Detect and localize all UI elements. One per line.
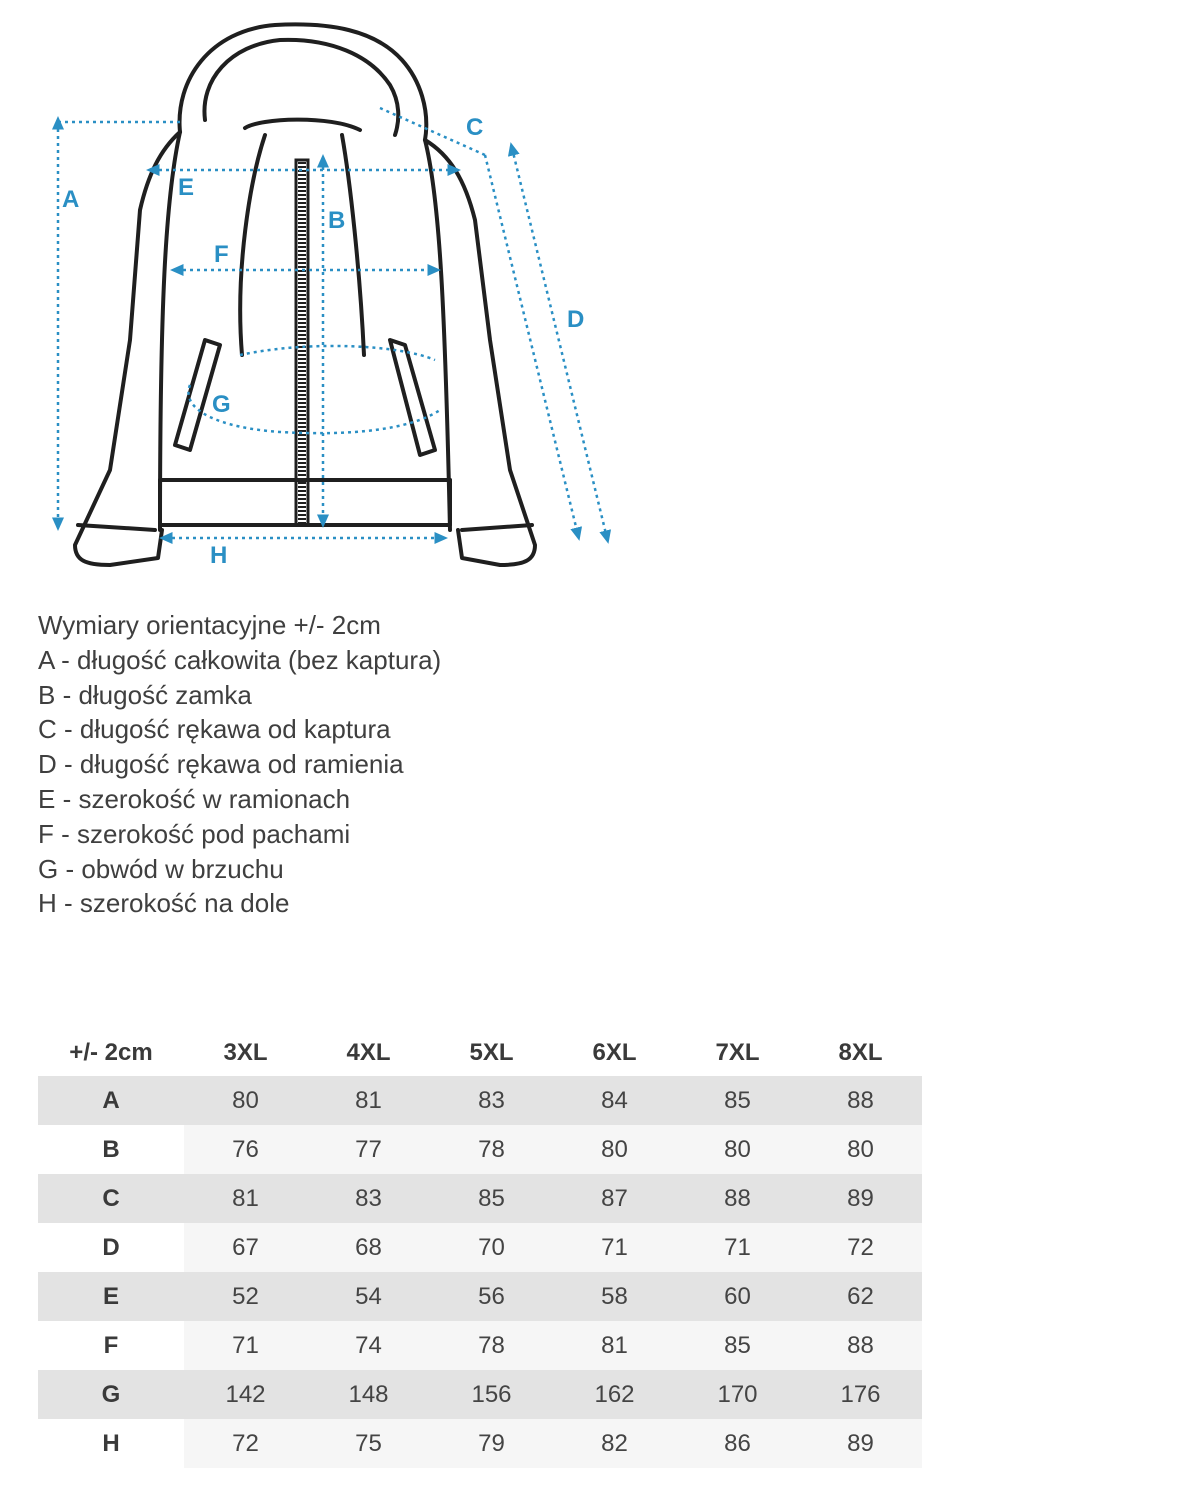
table-cell: 89 (799, 1419, 922, 1468)
label-b: B (328, 207, 346, 234)
size-header: 5XL (469, 1039, 514, 1066)
table-cell: 88 (799, 1321, 922, 1370)
table-cell: 81 (553, 1321, 676, 1370)
label-e: E (178, 174, 195, 201)
table-row (38, 1125, 922, 1174)
label-c: C (466, 114, 484, 141)
table-cell: 176 (799, 1370, 922, 1419)
size-header: 6XL (592, 1039, 637, 1066)
table-cell: 52 (184, 1272, 307, 1321)
table-cell: 79 (430, 1419, 553, 1468)
measurement-legend (38, 608, 441, 921)
table-cell: 87 (553, 1174, 676, 1223)
size-header: 8XL (838, 1039, 883, 1066)
table-cell: 170 (676, 1370, 799, 1419)
legend-item-a: A - długość całkowita (bez kaptura) (38, 644, 442, 675)
legend-item-f: F - szerokość pod pachami (38, 818, 351, 849)
table-row (38, 1272, 922, 1321)
row-label: D (38, 1223, 184, 1272)
label-d: D (567, 306, 585, 333)
measurement-lines (58, 108, 607, 538)
table-row (38, 1370, 922, 1419)
table-cell: 78 (430, 1125, 553, 1174)
table-cell: 56 (430, 1272, 553, 1321)
legend-item-b: B - długość zamka (38, 679, 252, 710)
table-cell: 60 (676, 1272, 799, 1321)
table-cell: 75 (307, 1419, 430, 1468)
table-row (38, 1223, 922, 1272)
table-cell: 85 (676, 1076, 799, 1125)
corner-header: +/- 2cm (69, 1039, 153, 1066)
label-a: A (62, 186, 80, 213)
table-cell: 81 (307, 1076, 430, 1125)
table-cell: 54 (307, 1272, 430, 1321)
table-cell: 85 (430, 1174, 553, 1223)
table-cell: 88 (676, 1174, 799, 1223)
table-cell: 71 (676, 1223, 799, 1272)
legend-item-e: E - szerokość w ramionach (38, 783, 351, 814)
table-cell: 77 (307, 1125, 430, 1174)
table-cell: 80 (676, 1125, 799, 1174)
label-g: G (212, 391, 231, 418)
table-cell: 76 (184, 1125, 307, 1174)
row-label: G (38, 1370, 184, 1419)
zipper (296, 160, 308, 525)
legend-item-c: C - długość rękawa od kaptura (38, 714, 391, 745)
size-header: 3XL (223, 1039, 268, 1066)
table-cell: 72 (184, 1419, 307, 1468)
table-cell: 74 (307, 1321, 430, 1370)
table-cell: 70 (430, 1223, 553, 1272)
table-cell: 162 (553, 1370, 676, 1419)
size-header: 4XL (346, 1039, 391, 1066)
legend-item-d: D - długość rękawa od ramienia (38, 749, 404, 780)
table-cell: 88 (799, 1076, 922, 1125)
row-label: A (38, 1076, 184, 1125)
size-header: 7XL (715, 1039, 760, 1066)
table-cell: 80 (184, 1076, 307, 1125)
row-label: H (38, 1419, 184, 1468)
label-f: F (214, 241, 229, 268)
table-cell: 71 (184, 1321, 307, 1370)
table-cell: 71 (553, 1223, 676, 1272)
table-cell: 58 (553, 1272, 676, 1321)
row-label: E (38, 1272, 184, 1321)
label-h: H (210, 542, 228, 569)
table-cell: 82 (553, 1419, 676, 1468)
table-cell: 72 (799, 1223, 922, 1272)
table-row (38, 1076, 922, 1125)
table-cell: 142 (184, 1370, 307, 1419)
table-cell: 81 (184, 1174, 307, 1223)
table-row (38, 1321, 922, 1370)
table-row (38, 1174, 922, 1223)
legend-item-g: G - obwód w brzuchu (38, 853, 284, 884)
table-cell: 84 (553, 1076, 676, 1125)
table-cell: 148 (307, 1370, 430, 1419)
table-row (38, 1419, 922, 1468)
legend-item-h: H - szerokość na dole (38, 888, 290, 919)
hoodie-diagram (30, 10, 650, 590)
size-table (38, 1030, 922, 1468)
table-cell: 83 (430, 1076, 553, 1125)
table-cell: 156 (430, 1370, 553, 1419)
table-cell: 62 (799, 1272, 922, 1321)
table-cell: 80 (553, 1125, 676, 1174)
table-cell: 86 (676, 1419, 799, 1468)
legend-title: Wymiary orientacyjne +/- 2cm (38, 610, 381, 640)
table-cell: 83 (307, 1174, 430, 1223)
table-cell: 68 (307, 1223, 430, 1272)
row-label: F (38, 1321, 184, 1370)
table-cell: 78 (430, 1321, 553, 1370)
table-cell: 85 (676, 1321, 799, 1370)
table-cell: 89 (799, 1174, 922, 1223)
row-label: C (38, 1174, 184, 1223)
row-label: B (38, 1125, 184, 1174)
size-header-row (38, 1030, 922, 1076)
table-cell: 80 (799, 1125, 922, 1174)
table-cell: 67 (184, 1223, 307, 1272)
